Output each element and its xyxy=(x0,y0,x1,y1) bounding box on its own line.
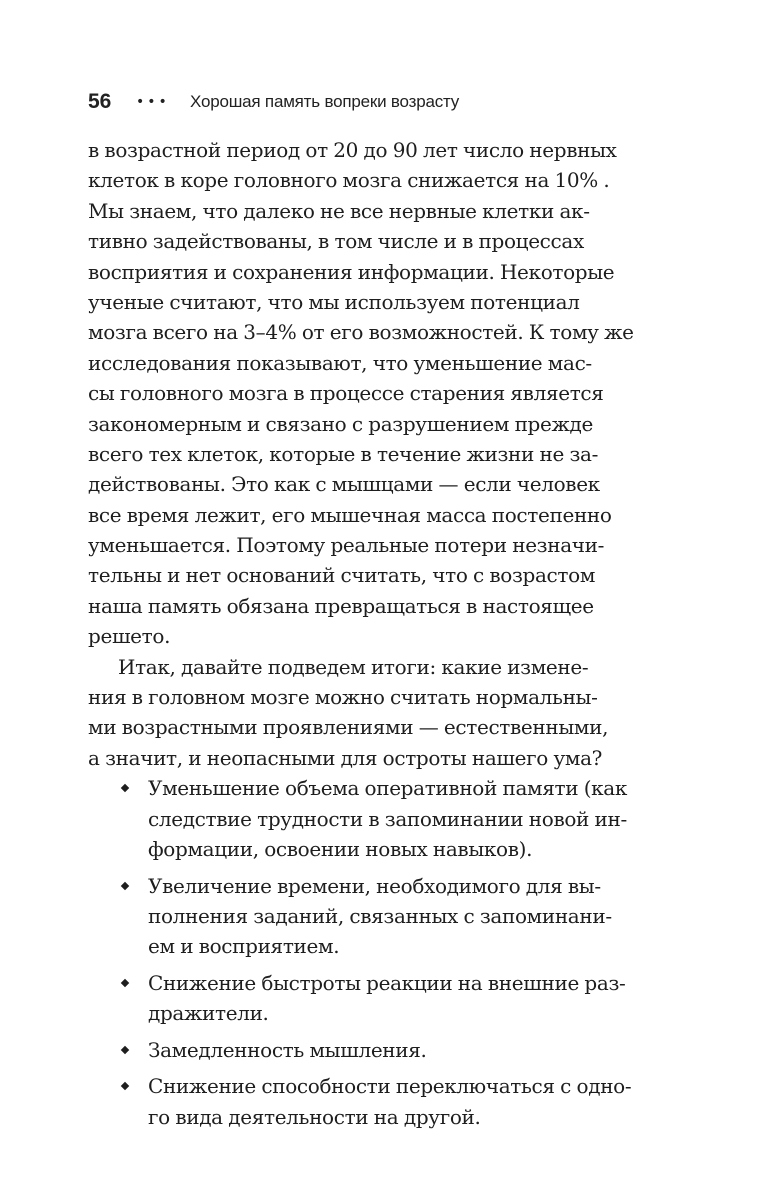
text-line: решето. xyxy=(88,624,171,649)
body-text xyxy=(88,135,678,1138)
diamond-bullet-icon xyxy=(121,1082,129,1090)
text-line: ми возрастными проявлениями — естественными, xyxy=(88,715,609,740)
text-line: а значит, и неопасными для остроты нашего ума? xyxy=(88,745,603,770)
text-line-first-indent: Итак, давайте подведем итоги: какие измене- xyxy=(118,654,589,679)
text-line: го вида деятельности на другой. xyxy=(148,1104,481,1129)
paragraph-continuation xyxy=(88,135,678,652)
text-line: наша память обязана превращаться в настоящее xyxy=(88,593,594,618)
running-header xyxy=(88,90,459,114)
text-line: мозга всего на 3–4% от его возможностей. К тому же xyxy=(88,320,634,345)
diamond-bullet-icon xyxy=(121,882,129,890)
text-line: все время лежит, его мышечная масса постепенно xyxy=(88,502,612,527)
text-line: дражители. xyxy=(148,1001,269,1026)
diamond-bullet-icon xyxy=(121,784,129,792)
list-item xyxy=(88,871,678,962)
text-line: Мы знаем, что далеко не все нервные клетки ак- xyxy=(88,198,590,223)
list-item xyxy=(88,1035,678,1065)
diamond-bullet-icon xyxy=(121,979,129,987)
text-line: Уменьшение объема оперативной памяти (как xyxy=(148,776,628,801)
text-line: всего тех клеток, которые в течение жизни не за- xyxy=(88,441,599,466)
text-line: Снижение способности переключаться с одно- xyxy=(148,1074,632,1099)
text-line: следствие трудности в запоминании новой ин- xyxy=(148,806,627,831)
text-line: сы головного мозга в процессе старения является xyxy=(88,381,604,406)
text-line: ем и восприятием. xyxy=(148,934,340,959)
age-changes-list xyxy=(88,773,678,1132)
list-item xyxy=(88,968,678,1029)
text-line: исследования показывают, что уменьшение мас- xyxy=(88,350,592,375)
text-line: тельны и нет оснований считать, что с возрастом xyxy=(88,563,596,588)
text-line: ния в головном мозге можно считать нормальны- xyxy=(88,685,598,710)
text-line: формации, освоении новых навыков). xyxy=(148,836,533,861)
text-line: ученые считают, что мы используем потенциал xyxy=(88,289,580,314)
text-line: Замедленность мышления. xyxy=(148,1037,427,1062)
paragraph-summary-intro xyxy=(88,652,678,774)
header-dots-ornament: ••• xyxy=(136,94,170,110)
text-line: в возрастной период от 20 до 90 лет число нервных xyxy=(88,138,617,162)
page-number: 56 xyxy=(88,90,112,113)
list-item xyxy=(88,1071,678,1132)
text-line: восприятия и сохранения информации. Некоторые xyxy=(88,259,615,284)
list-item xyxy=(88,773,678,864)
text-line: Увеличение времени, необходимого для вы- xyxy=(148,873,601,898)
running-title: Хорошая память вопреки возрасту xyxy=(190,92,460,111)
text-line: клеток в коре головного мозга снижается на 10% . xyxy=(88,168,610,193)
text-line: действованы. Это как с мышцами — если человек xyxy=(88,472,600,497)
diamond-bullet-icon xyxy=(121,1046,129,1054)
text-line: Снижение быстроты реакции на внешние раз- xyxy=(148,970,626,995)
text-line: тивно задействованы, в том числе и в процессах xyxy=(88,229,584,254)
text-line: закономерным и связано с разрушением прежде xyxy=(88,411,593,436)
text-line: уменьшается. Поэтому реальные потери незначи- xyxy=(88,533,605,558)
text-line: полнения заданий, связанных с запоминани- xyxy=(148,903,612,928)
